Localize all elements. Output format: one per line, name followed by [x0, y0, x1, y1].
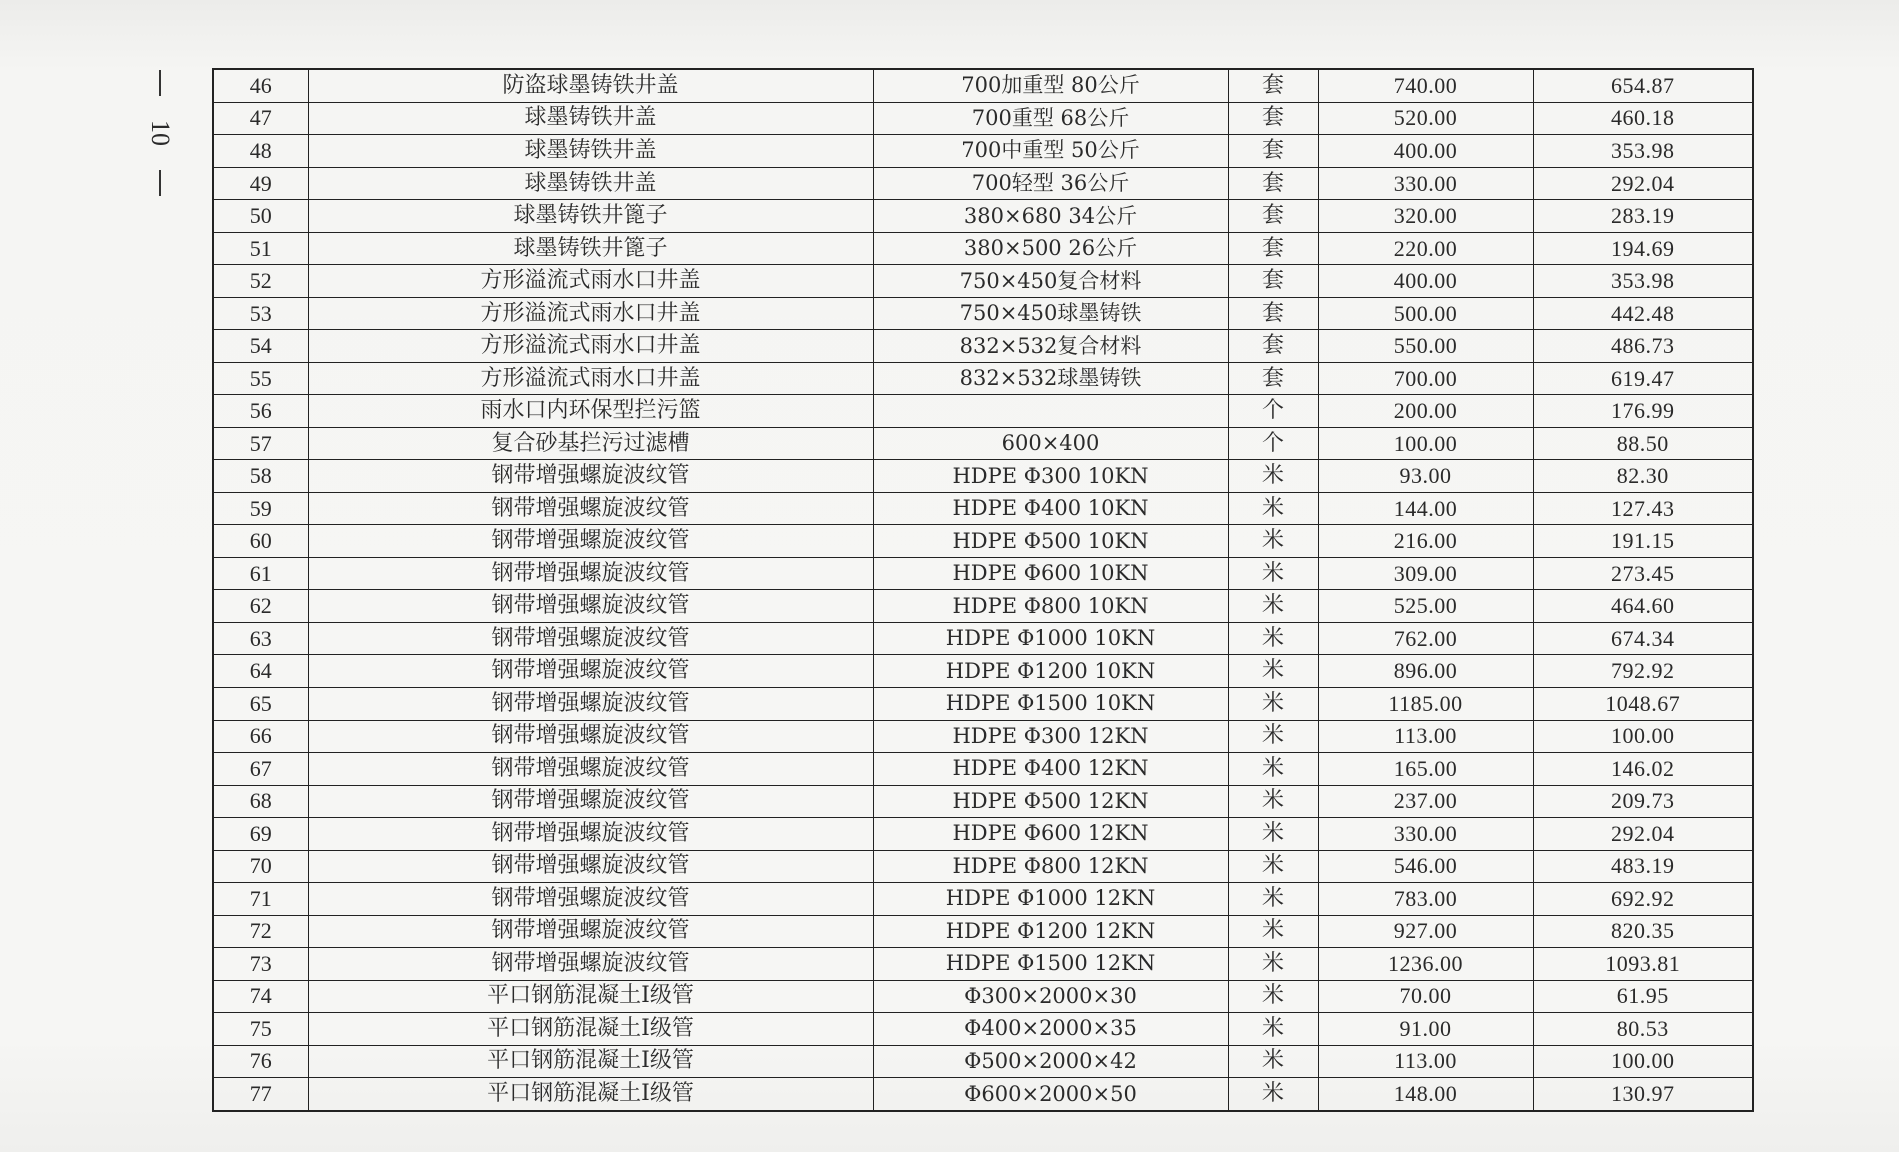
price-b-cell: 127.43 — [1533, 492, 1753, 525]
table-row — [213, 330, 1753, 363]
item-number-cell: 46 — [213, 69, 308, 102]
price-a-cell: 200.00 — [1318, 395, 1533, 428]
table-row — [213, 688, 1753, 721]
item-spec-cell — [873, 395, 1228, 428]
item-name-cell: 钢带增强螺旋波纹管 — [308, 557, 873, 590]
item-unit-cell: 米 — [1228, 557, 1318, 590]
item-number-cell: 63 — [213, 622, 308, 655]
item-name-cell: 方形溢流式雨水口井盖 — [308, 330, 873, 363]
item-name-cell: 球墨铸铁井盖 — [308, 167, 873, 200]
item-number-cell: 68 — [213, 785, 308, 818]
item-unit-cell: 米 — [1228, 1045, 1318, 1078]
price-b-cell: 486.73 — [1533, 330, 1753, 363]
table-row — [213, 1045, 1753, 1078]
item-name-cell: 钢带增强螺旋波纹管 — [308, 688, 873, 721]
price-b-cell: 674.34 — [1533, 622, 1753, 655]
price-table — [212, 68, 1754, 1112]
page-number-marker — [140, 70, 180, 240]
price-b-cell: 619.47 — [1533, 362, 1753, 395]
table-row — [213, 915, 1753, 948]
price-a-cell: 762.00 — [1318, 622, 1533, 655]
item-spec-cell: HDPE Φ1000 12KN — [873, 883, 1228, 916]
item-unit-cell: 米 — [1228, 525, 1318, 558]
item-spec-cell: HDPE Φ300 10KN — [873, 460, 1228, 493]
price-a-cell: 783.00 — [1318, 883, 1533, 916]
table-row — [213, 492, 1753, 525]
price-a-cell: 220.00 — [1318, 232, 1533, 265]
item-number-cell: 72 — [213, 915, 308, 948]
page-number-dash-top — [159, 70, 161, 96]
price-a-cell: 896.00 — [1318, 655, 1533, 688]
price-a-cell: 148.00 — [1318, 1078, 1533, 1111]
item-name-cell: 方形溢流式雨水口井盖 — [308, 265, 873, 298]
item-spec-cell: 832×532复合材料 — [873, 330, 1228, 363]
item-number-cell: 56 — [213, 395, 308, 428]
price-a-cell: 400.00 — [1318, 135, 1533, 168]
price-b-cell: 100.00 — [1533, 720, 1753, 753]
item-number-cell: 65 — [213, 688, 308, 721]
price-b-cell: 130.97 — [1533, 1078, 1753, 1111]
price-a-cell: 113.00 — [1318, 1045, 1533, 1078]
table-row — [213, 818, 1753, 851]
price-a-cell: 91.00 — [1318, 1013, 1533, 1046]
price-a-cell: 927.00 — [1318, 915, 1533, 948]
item-unit-cell: 套 — [1228, 102, 1318, 135]
item-number-cell: 67 — [213, 753, 308, 786]
item-name-cell: 钢带增强螺旋波纹管 — [308, 622, 873, 655]
item-number-cell: 47 — [213, 102, 308, 135]
price-b-cell: 460.18 — [1533, 102, 1753, 135]
item-unit-cell: 套 — [1228, 200, 1318, 233]
item-unit-cell: 米 — [1228, 1078, 1318, 1111]
item-unit-cell: 套 — [1228, 265, 1318, 298]
item-name-cell: 钢带增强螺旋波纹管 — [308, 492, 873, 525]
item-spec-cell: 700中重型 50公斤 — [873, 135, 1228, 168]
item-unit-cell: 套 — [1228, 232, 1318, 265]
item-unit-cell: 个 — [1228, 395, 1318, 428]
price-a-cell: 1236.00 — [1318, 948, 1533, 981]
item-name-cell: 钢带增强螺旋波纹管 — [308, 948, 873, 981]
price-b-cell: 292.04 — [1533, 167, 1753, 200]
table-row — [213, 135, 1753, 168]
item-unit-cell: 套 — [1228, 330, 1318, 363]
item-unit-cell: 米 — [1228, 590, 1318, 623]
price-a-cell: 113.00 — [1318, 720, 1533, 753]
item-number-cell: 69 — [213, 818, 308, 851]
item-spec-cell: 700轻型 36公斤 — [873, 167, 1228, 200]
table-row — [213, 557, 1753, 590]
item-unit-cell: 米 — [1228, 948, 1318, 981]
item-spec-cell: Φ300×2000×30 — [873, 980, 1228, 1013]
item-unit-cell: 米 — [1228, 753, 1318, 786]
item-number-cell: 77 — [213, 1078, 308, 1111]
item-unit-cell: 套 — [1228, 135, 1318, 168]
price-b-cell: 100.00 — [1533, 1045, 1753, 1078]
table-row — [213, 883, 1753, 916]
table-row — [213, 362, 1753, 395]
item-spec-cell: 750×450球墨铸铁 — [873, 297, 1228, 330]
item-number-cell: 73 — [213, 948, 308, 981]
item-spec-cell: HDPE Φ1000 10KN — [873, 622, 1228, 655]
item-spec-cell: HDPE Φ1200 12KN — [873, 915, 1228, 948]
table-row — [213, 460, 1753, 493]
table-row — [213, 102, 1753, 135]
item-name-cell: 球墨铸铁井盖 — [308, 135, 873, 168]
page-number: 10 — [146, 120, 175, 146]
price-b-cell: 692.92 — [1533, 883, 1753, 916]
table-row — [213, 427, 1753, 460]
price-a-cell: 216.00 — [1318, 525, 1533, 558]
item-number-cell: 61 — [213, 557, 308, 590]
item-unit-cell: 米 — [1228, 720, 1318, 753]
item-unit-cell: 个 — [1228, 427, 1318, 460]
item-name-cell: 钢带增强螺旋波纹管 — [308, 590, 873, 623]
item-name-cell: 防盗球墨铸铁井盖 — [308, 69, 873, 102]
item-name-cell: 雨水口内环保型拦污篮 — [308, 395, 873, 428]
price-a-cell: 93.00 — [1318, 460, 1533, 493]
price-b-cell: 792.92 — [1533, 655, 1753, 688]
item-name-cell: 方形溢流式雨水口井盖 — [308, 297, 873, 330]
item-name-cell: 钢带增强螺旋波纹管 — [308, 883, 873, 916]
item-number-cell: 60 — [213, 525, 308, 558]
item-spec-cell: Φ600×2000×50 — [873, 1078, 1228, 1111]
price-b-cell: 1093.81 — [1533, 948, 1753, 981]
price-b-cell: 283.19 — [1533, 200, 1753, 233]
price-b-cell: 82.30 — [1533, 460, 1753, 493]
price-b-cell: 61.95 — [1533, 980, 1753, 1013]
item-unit-cell: 米 — [1228, 460, 1318, 493]
item-name-cell: 钢带增强螺旋波纹管 — [308, 915, 873, 948]
item-spec-cell: HDPE Φ800 10KN — [873, 590, 1228, 623]
item-spec-cell: 832×532球墨铸铁 — [873, 362, 1228, 395]
item-spec-cell: HDPE Φ1500 12KN — [873, 948, 1228, 981]
item-name-cell: 钢带增强螺旋波纹管 — [308, 525, 873, 558]
item-spec-cell: Φ500×2000×42 — [873, 1045, 1228, 1078]
price-b-cell: 176.99 — [1533, 395, 1753, 428]
item-name-cell: 平口钢筋混凝土Ⅰ级管 — [308, 1013, 873, 1046]
table-row — [213, 525, 1753, 558]
price-b-cell: 292.04 — [1533, 818, 1753, 851]
price-a-cell: 70.00 — [1318, 980, 1533, 1013]
item-spec-cell: HDPE Φ1200 10KN — [873, 655, 1228, 688]
item-number-cell: 50 — [213, 200, 308, 233]
table-row — [213, 232, 1753, 265]
item-name-cell: 平口钢筋混凝土Ⅰ级管 — [308, 1078, 873, 1111]
price-a-cell: 237.00 — [1318, 785, 1533, 818]
item-unit-cell: 套 — [1228, 362, 1318, 395]
table-row — [213, 622, 1753, 655]
price-a-cell: 330.00 — [1318, 818, 1533, 851]
item-unit-cell: 套 — [1228, 69, 1318, 102]
table-row — [213, 265, 1753, 298]
item-name-cell: 钢带增强螺旋波纹管 — [308, 753, 873, 786]
table-row — [213, 850, 1753, 883]
table-row — [213, 655, 1753, 688]
item-name-cell: 钢带增强螺旋波纹管 — [308, 850, 873, 883]
item-spec-cell: HDPE Φ500 12KN — [873, 785, 1228, 818]
item-name-cell: 球墨铸铁井篦子 — [308, 200, 873, 233]
price-b-cell: 353.98 — [1533, 265, 1753, 298]
item-unit-cell: 米 — [1228, 1013, 1318, 1046]
item-number-cell: 58 — [213, 460, 308, 493]
table-row — [213, 297, 1753, 330]
price-a-cell: 520.00 — [1318, 102, 1533, 135]
price-a-cell: 309.00 — [1318, 557, 1533, 590]
item-number-cell: 57 — [213, 427, 308, 460]
item-unit-cell: 米 — [1228, 688, 1318, 721]
price-a-cell: 144.00 — [1318, 492, 1533, 525]
price-a-cell: 165.00 — [1318, 753, 1533, 786]
item-number-cell: 59 — [213, 492, 308, 525]
item-unit-cell: 米 — [1228, 915, 1318, 948]
price-b-cell: 80.53 — [1533, 1013, 1753, 1046]
item-number-cell: 75 — [213, 1013, 308, 1046]
item-number-cell: 52 — [213, 265, 308, 298]
price-a-cell: 550.00 — [1318, 330, 1533, 363]
item-spec-cell: 750×450复合材料 — [873, 265, 1228, 298]
item-spec-cell: Φ400×2000×35 — [873, 1013, 1228, 1046]
item-name-cell: 平口钢筋混凝土Ⅰ级管 — [308, 980, 873, 1013]
price-a-cell: 740.00 — [1318, 69, 1533, 102]
table-row — [213, 395, 1753, 428]
page-number-dash-bottom — [159, 170, 161, 196]
item-number-cell: 74 — [213, 980, 308, 1013]
item-name-cell: 球墨铸铁井盖 — [308, 102, 873, 135]
item-number-cell: 53 — [213, 297, 308, 330]
item-number-cell: 66 — [213, 720, 308, 753]
item-name-cell: 方形溢流式雨水口井盖 — [308, 362, 873, 395]
price-a-cell: 330.00 — [1318, 167, 1533, 200]
price-b-cell: 194.69 — [1533, 232, 1753, 265]
price-b-cell: 191.15 — [1533, 525, 1753, 558]
price-b-cell: 353.98 — [1533, 135, 1753, 168]
item-number-cell: 76 — [213, 1045, 308, 1078]
item-number-cell: 48 — [213, 135, 308, 168]
price-table-body — [213, 69, 1753, 1111]
table-row — [213, 720, 1753, 753]
item-unit-cell: 米 — [1228, 883, 1318, 916]
price-b-cell: 88.50 — [1533, 427, 1753, 460]
item-name-cell: 钢带增强螺旋波纹管 — [308, 720, 873, 753]
item-spec-cell: HDPE Φ800 12KN — [873, 850, 1228, 883]
item-spec-cell: 380×500 26公斤 — [873, 232, 1228, 265]
item-spec-cell: HDPE Φ300 12KN — [873, 720, 1228, 753]
price-b-cell: 146.02 — [1533, 753, 1753, 786]
price-b-cell: 483.19 — [1533, 850, 1753, 883]
item-spec-cell: 700加重型 80公斤 — [873, 69, 1228, 102]
table-row — [213, 980, 1753, 1013]
item-spec-cell: HDPE Φ1500 10KN — [873, 688, 1228, 721]
price-b-cell: 273.45 — [1533, 557, 1753, 590]
item-number-cell: 62 — [213, 590, 308, 623]
item-number-cell: 70 — [213, 850, 308, 883]
price-a-cell: 400.00 — [1318, 265, 1533, 298]
item-name-cell: 钢带增强螺旋波纹管 — [308, 785, 873, 818]
item-unit-cell: 米 — [1228, 980, 1318, 1013]
price-b-cell: 442.48 — [1533, 297, 1753, 330]
price-b-cell: 1048.67 — [1533, 688, 1753, 721]
price-a-cell: 546.00 — [1318, 850, 1533, 883]
item-spec-cell: 700重型 68公斤 — [873, 102, 1228, 135]
item-unit-cell: 米 — [1228, 655, 1318, 688]
item-name-cell: 钢带增强螺旋波纹管 — [308, 818, 873, 851]
item-name-cell: 球墨铸铁井篦子 — [308, 232, 873, 265]
item-number-cell: 55 — [213, 362, 308, 395]
price-a-cell: 700.00 — [1318, 362, 1533, 395]
item-name-cell: 钢带增强螺旋波纹管 — [308, 655, 873, 688]
table-row — [213, 948, 1753, 981]
item-unit-cell: 套 — [1228, 167, 1318, 200]
item-number-cell: 64 — [213, 655, 308, 688]
item-number-cell: 49 — [213, 167, 308, 200]
item-spec-cell: HDPE Φ600 10KN — [873, 557, 1228, 590]
table-row — [213, 1013, 1753, 1046]
item-unit-cell: 米 — [1228, 492, 1318, 525]
price-b-cell: 820.35 — [1533, 915, 1753, 948]
price-a-cell: 100.00 — [1318, 427, 1533, 460]
item-spec-cell: HDPE Φ500 10KN — [873, 525, 1228, 558]
item-name-cell: 钢带增强螺旋波纹管 — [308, 460, 873, 493]
price-a-cell: 1185.00 — [1318, 688, 1533, 721]
table-row — [213, 69, 1753, 102]
item-number-cell: 51 — [213, 232, 308, 265]
item-number-cell: 71 — [213, 883, 308, 916]
price-b-cell: 464.60 — [1533, 590, 1753, 623]
item-spec-cell: HDPE Φ400 12KN — [873, 753, 1228, 786]
price-b-cell: 654.87 — [1533, 69, 1753, 102]
table-row — [213, 1078, 1753, 1111]
price-a-cell: 500.00 — [1318, 297, 1533, 330]
price-a-cell: 525.00 — [1318, 590, 1533, 623]
item-unit-cell: 米 — [1228, 622, 1318, 655]
price-b-cell: 209.73 — [1533, 785, 1753, 818]
price-a-cell: 320.00 — [1318, 200, 1533, 233]
item-spec-cell: 380×680 34公斤 — [873, 200, 1228, 233]
table-row — [213, 785, 1753, 818]
table-row — [213, 753, 1753, 786]
item-unit-cell: 米 — [1228, 785, 1318, 818]
item-unit-cell: 米 — [1228, 850, 1318, 883]
item-unit-cell: 套 — [1228, 297, 1318, 330]
item-number-cell: 54 — [213, 330, 308, 363]
item-spec-cell: HDPE Φ400 10KN — [873, 492, 1228, 525]
item-spec-cell: 600×400 — [873, 427, 1228, 460]
table-row — [213, 590, 1753, 623]
item-unit-cell: 米 — [1228, 818, 1318, 851]
item-name-cell: 复合砂基拦污过滤槽 — [308, 427, 873, 460]
table-row — [213, 167, 1753, 200]
item-name-cell: 平口钢筋混凝土Ⅰ级管 — [308, 1045, 873, 1078]
table-row — [213, 200, 1753, 233]
item-spec-cell: HDPE Φ600 12KN — [873, 818, 1228, 851]
